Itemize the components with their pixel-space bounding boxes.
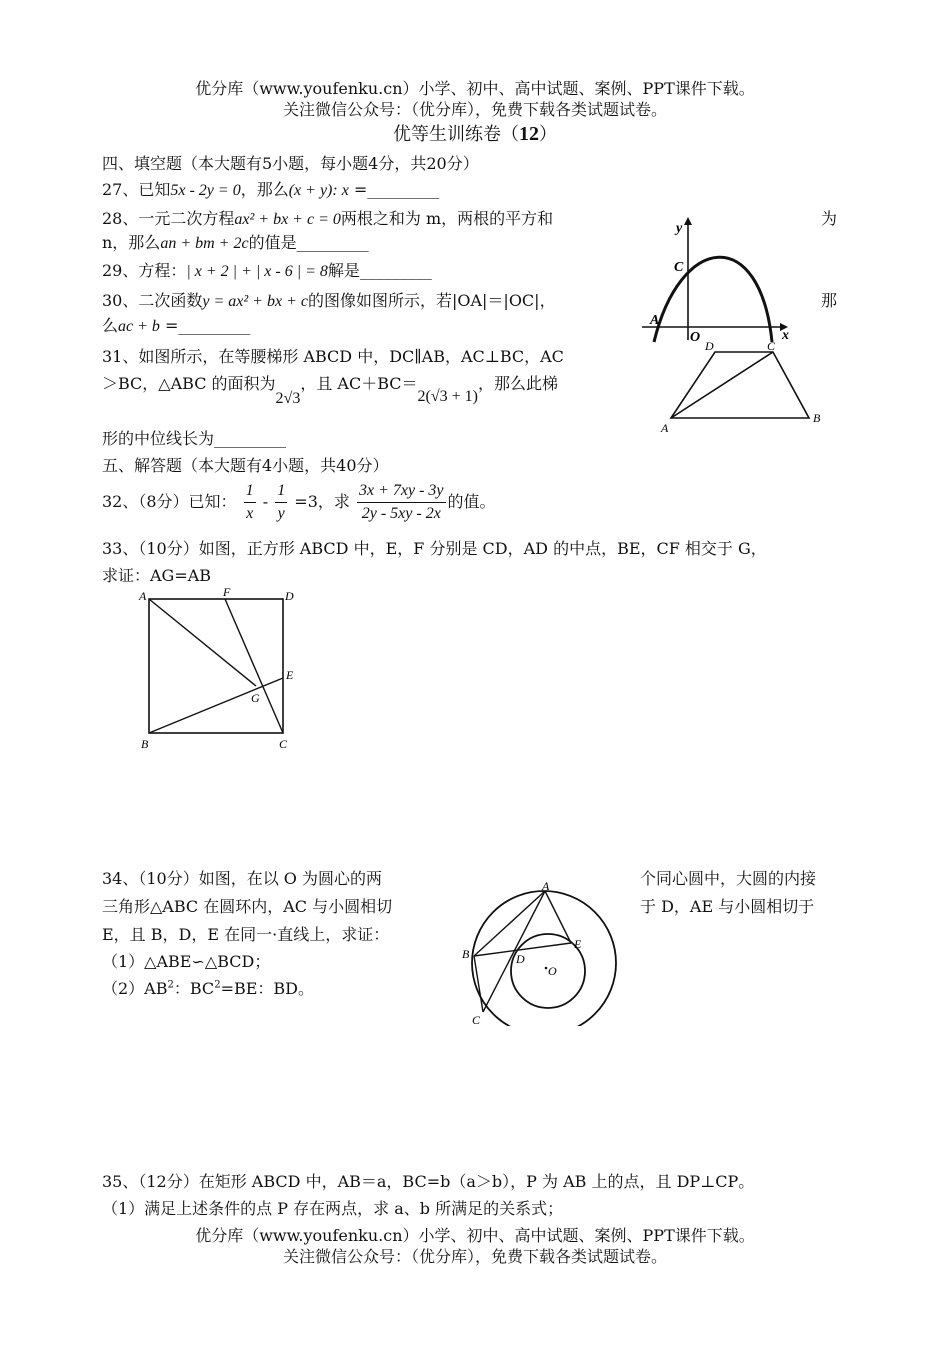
question-27: 27、已知5x - 2y = 0，那么(x + y): x =_________ <box>102 180 440 199</box>
center-dot <box>545 967 548 970</box>
segment-fc <box>225 599 283 733</box>
question-34-line-2b: 于 D，AE 与小圆相切于 <box>640 897 815 916</box>
label-a: A <box>650 313 660 328</box>
question-32: 32、（8分）已知： $\frac{1}{x}$ - $\frac{1}{y}$ =3，求 $\frac{3x + 7xy - 3y}{2y - 5xy - 2x}$ 的值。 <box>102 480 496 525</box>
label-e: E <box>574 937 582 951</box>
label-d: D <box>516 952 525 966</box>
label-d: D <box>285 589 294 603</box>
question-34-item-2: $(2)AB^2$：$BC^2=BE$：BD。 <box>102 979 314 998</box>
label-b: B <box>462 947 470 961</box>
question-30-line-2: 么ac + b =_________ <box>102 316 251 335</box>
label-c: C <box>767 339 776 353</box>
question-31-line-3: 形的中位线长为_________ <box>102 429 287 448</box>
question-34-line-1b: 个同心圆中，大圆的内接 <box>640 869 817 888</box>
square-outline <box>149 599 283 733</box>
label-a: A <box>542 879 550 893</box>
footer-line-1: 优分库（www.youfenku.cn）小学、初中、高中试题、案例、PPT课件下载。 <box>195 1226 755 1245</box>
label-c: C <box>674 260 684 275</box>
circles-figure <box>460 876 620 1026</box>
question-34-line-1a: 34、（10分）如图，在以 O 为圆心的两 <box>102 869 383 888</box>
label-d: D <box>705 339 714 353</box>
question-28-wei: 为 <box>821 209 838 228</box>
segment-ag <box>149 599 256 686</box>
question-34-line-2a: 三角形△ABC 在圆环内，AC 与小圆相切 <box>102 897 393 916</box>
section-5-heading: 五、解答题（本大题有4小题，共40分） <box>102 456 389 475</box>
question-34-line-3: E，且 B，D，E 在同一·直线上，求证： <box>102 925 390 944</box>
question-28-line-1: 28、一元二次方程ax² + bx + c = 0两根之和为 m，两根的平方和 <box>102 209 554 228</box>
label-y: y <box>676 221 683 236</box>
question-34-item-1: （1）△ABE∽△BCD； <box>102 952 271 971</box>
y-axis-arrow <box>684 217 692 225</box>
large-circle <box>472 891 616 1026</box>
diagonal-ac <box>671 352 773 418</box>
label-g: G <box>251 691 260 705</box>
question-33-line-1: 33、（10分）如图，正方形 ABCD 中，E，F 分别是 CD，AD 的中点，BE，CF 相交于 G， <box>102 539 767 558</box>
question-35-line-1: 35、（12分）在矩形 ABCD 中，AB＝a，BC=b（a＞b），P 为 AB 上的点，且 DP⊥CP。 <box>102 1172 755 1191</box>
question-30-na: 那 <box>821 291 838 310</box>
question-35-line-2: （1）满足上述条件的点 P 存在两点，求 a、b 所满足的关系式； <box>102 1199 564 1218</box>
parabola-curve <box>654 257 772 342</box>
label-o: O <box>690 330 701 344</box>
label-c: C <box>472 1013 481 1026</box>
question-28-line-2: n，那么an + bm + 2c的值是_________ <box>102 233 369 252</box>
parabola-figure <box>640 214 800 344</box>
question-31-line-2: ＞BC，△ABC 的面积为2√3，且 AC＋BC＝2(√3 + 1)，那么此梯 <box>102 374 558 407</box>
header-line-1: 优分库（www.youfenku.cn）小学、初中、高中试题、案例、PPT课件下载。 <box>195 79 755 98</box>
fraction-1-over-y: $\frac{1}{y}$ <box>277 482 286 522</box>
trapezoid-figure <box>655 338 830 438</box>
label-a: A <box>661 421 669 435</box>
question-33-line-2: 求证：AG=AB <box>102 566 212 585</box>
label-a: A <box>139 589 147 603</box>
page-title: 优等生训练卷（12） <box>393 123 557 145</box>
trapezoid-outline <box>671 352 809 418</box>
segment-be <box>149 678 283 733</box>
label-b: B <box>813 411 821 425</box>
footer-line-2: 关注微信公众号：（优分库），免费下载各类试题试卷。 <box>282 1247 667 1266</box>
segment-ac <box>483 891 545 1012</box>
section-4-heading: 四、填空题（本大题有5小题，每小题4分，共20分） <box>102 154 479 173</box>
label-x: x <box>782 328 789 343</box>
label-c: C <box>279 737 288 751</box>
question-29: 29、方程：| x + 2 | + | x - 6 | = 8解是_________ <box>102 261 432 280</box>
fraction-target-expression: $\frac{3x + 7xy - 3y}{2y - 5xy - 2x}$ <box>359 482 444 522</box>
square-figure <box>135 585 305 755</box>
fraction-1-over-x: $\frac{1}{x}$ <box>245 482 254 522</box>
header-line-2: 关注微信公众号：（优分库），免费下载各类试题试卷。 <box>282 100 667 119</box>
question-31-line-1: 31、如图所示，在等腰梯形 ABCD 中，DC∥AB，AC⊥BC，AC <box>102 347 564 366</box>
label-o: O <box>548 964 557 978</box>
label-b: B <box>141 737 149 751</box>
label-e: E <box>286 668 294 682</box>
question-30-line-1: 30、二次函数y = ax² + bx + c的图像如图所示，若|OA|＝|OC|， <box>102 291 556 310</box>
label-f: F <box>223 585 231 599</box>
